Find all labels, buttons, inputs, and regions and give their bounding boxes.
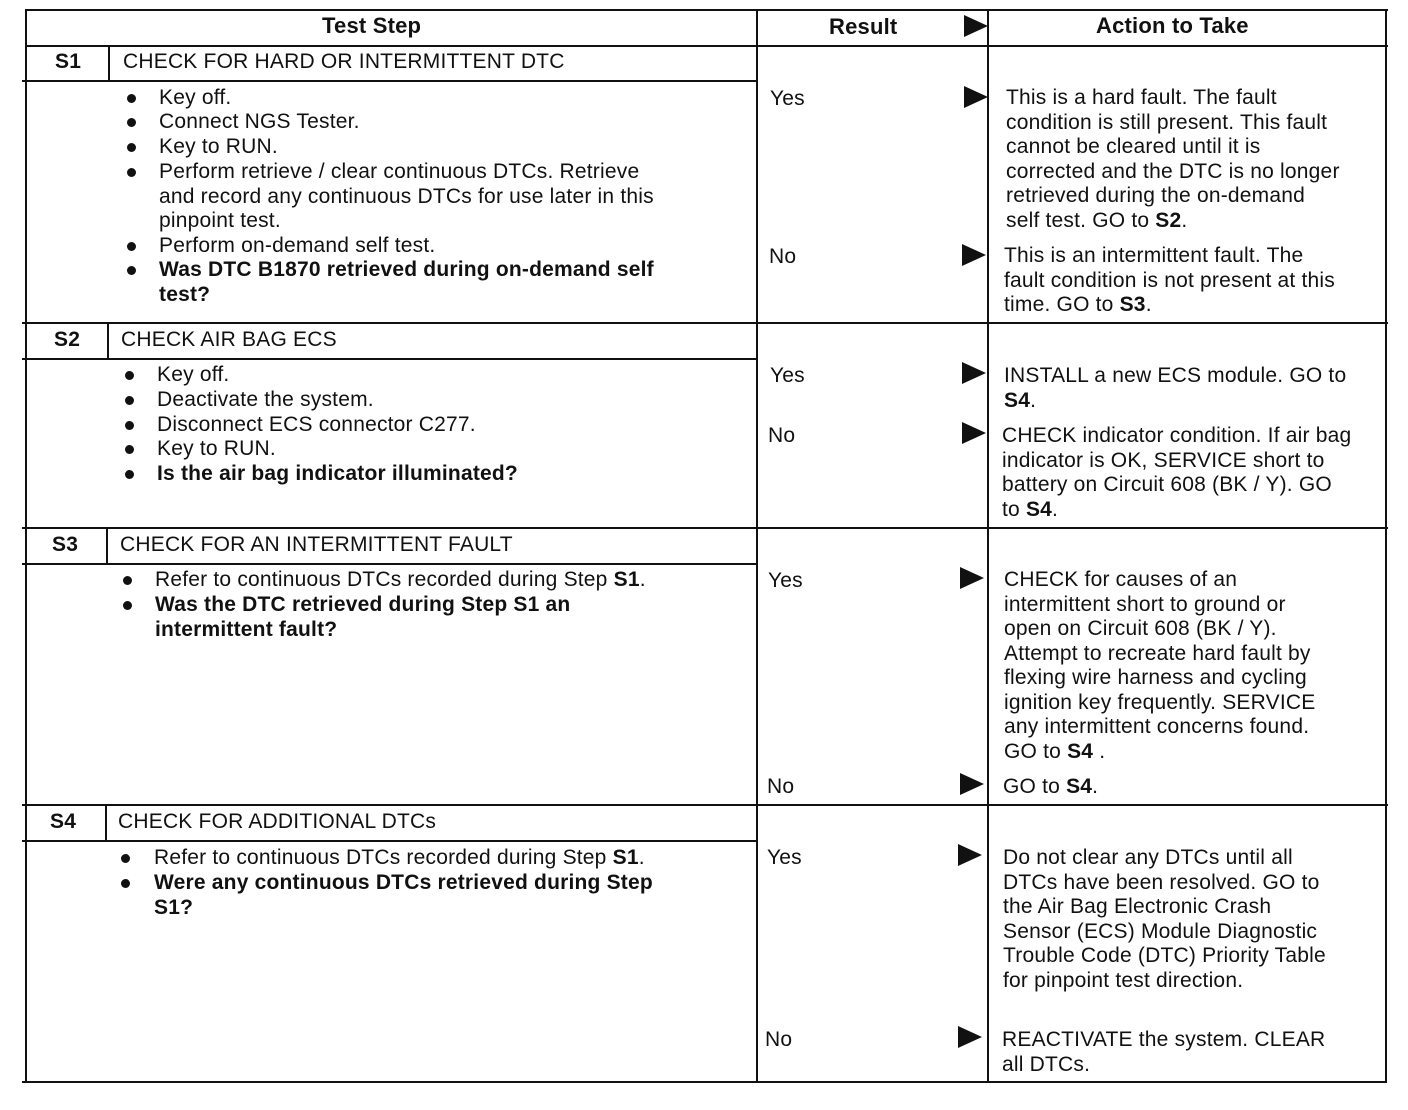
step-title-underline	[22, 80, 758, 82]
step-num-divider	[106, 529, 108, 563]
action-text: GO to S4.	[1003, 775, 1099, 798]
step-title: CHECK FOR HARD OR INTERMITTENT DTC	[123, 50, 565, 73]
result-label: No	[769, 245, 797, 268]
action-text: INSTALL a new ECS module. GO to S4.	[1004, 364, 1347, 412]
step-instruction: Was DTC B1870 retrieved during on-demand self test?	[159, 258, 654, 306]
step-number: S4	[50, 810, 77, 833]
action-text: This is an intermittent fault. The fault condition is not present at this time. GO to S3.	[1004, 244, 1335, 316]
bullet-icon	[127, 143, 136, 152]
bullet-icon	[127, 168, 136, 177]
step-instruction: Refer to continuous DTCs recorded during Step S1.	[154, 846, 645, 869]
bullet-icon	[127, 118, 136, 127]
arrow-icon	[962, 362, 986, 384]
step-instruction: Is the air bag indicator illuminated?	[157, 462, 518, 485]
step-instruction: Deactivate the system.	[157, 388, 374, 411]
arrow-icon	[962, 244, 986, 266]
result-label: Yes	[770, 364, 805, 387]
header-test-step: Test Step	[322, 13, 422, 38]
table-border-left	[25, 9, 27, 1083]
bullet-icon	[125, 470, 134, 479]
step-instruction: Was the DTC retrieved during Step S1 an intermittent fault?	[155, 593, 571, 641]
bullet-icon	[125, 396, 134, 405]
arrow-icon	[958, 1026, 982, 1048]
bullet-icon	[121, 854, 130, 863]
step-number: S1	[55, 50, 82, 73]
result-label: Yes	[770, 87, 805, 110]
arrow-icon	[960, 773, 984, 795]
header-arrow-icon	[964, 15, 988, 37]
step-num-divider	[108, 47, 110, 80]
result-label: No	[767, 775, 795, 798]
bullet-icon	[125, 371, 134, 380]
arrow-icon	[962, 422, 986, 444]
step-title-underline	[22, 840, 758, 842]
bullet-icon	[127, 266, 136, 275]
step-instruction: Refer to continuous DTCs recorded during Step S1.	[155, 568, 646, 591]
header-result: Result	[829, 14, 898, 39]
bullet-icon	[123, 601, 132, 610]
step-title-underline	[22, 358, 758, 360]
step-instruction: Key to RUN.	[159, 135, 278, 158]
step-num-divider	[107, 324, 109, 358]
step-instruction: Key to RUN.	[157, 437, 276, 460]
col-divider-result	[756, 9, 758, 1083]
bullet-icon	[127, 94, 136, 103]
row-divider	[22, 322, 1388, 324]
header-action: Action to Take	[1096, 13, 1249, 38]
bullet-icon	[123, 576, 132, 585]
row-divider	[22, 527, 1388, 529]
action-text: Do not clear any DTCs until all DTCs have been resolved. GO to the Air Bag Electronic Crash Sensor (ECS) Module Diagnostic Trouble Code (DTC) Priority Table for pinpoint test direction.	[1003, 846, 1326, 992]
result-label: No	[768, 424, 796, 447]
bullet-icon	[127, 242, 136, 251]
arrow-icon	[958, 844, 982, 866]
arrow-icon	[960, 567, 984, 589]
step-number: S2	[54, 328, 81, 351]
bullet-icon	[125, 421, 134, 430]
action-text: REACTIVATE the system. CLEAR all DTCs.	[1002, 1028, 1326, 1076]
step-instruction: Perform on-demand self test.	[159, 234, 436, 257]
result-label: Yes	[768, 569, 803, 592]
step-number: S3	[52, 533, 79, 556]
bullet-icon	[121, 879, 130, 888]
step-num-divider	[105, 806, 107, 840]
result-label: No	[765, 1028, 793, 1051]
action-text: CHECK indicator condition. If air bag indicator is OK, SERVICE short to battery on Circuit 608 (BK / Y). GO to S4.	[1002, 424, 1352, 521]
bullet-icon	[125, 445, 134, 454]
step-instruction: Key off.	[159, 86, 232, 109]
action-text: CHECK for causes of an intermittent short to ground or open on Circuit 608 (BK / Y). Attempt to recreate hard fault by flexing wire harness and cycling ignition key frequently. SERVICE any intermittent concerns found. GO to S4 .	[1004, 568, 1316, 763]
col-divider-action	[987, 9, 989, 1083]
step-instruction: Perform retrieve / clear continuous DTCs. Retrieve and record any continuous DTCs for use later in this pinpoint test.	[159, 160, 654, 232]
step-instruction: Disconnect ECS connector C277.	[157, 413, 476, 436]
step-instruction: Connect NGS Tester.	[159, 110, 360, 133]
header-divider	[26, 45, 1388, 47]
step-title-underline	[22, 563, 758, 565]
table-border-bottom	[22, 1081, 1386, 1083]
step-title: CHECK AIR BAG ECS	[121, 328, 337, 351]
result-label: Yes	[767, 846, 802, 869]
action-text: This is a hard fault. The fault condition is still present. This fault cannot be cleared until it is corrected and the DTC is no longer retrieved during the on-demand self test. GO to S2.	[1006, 86, 1340, 232]
table-border-right	[1385, 9, 1387, 1083]
row-divider	[22, 804, 1388, 806]
step-instruction: Were any continuous DTCs retrieved during Step S1?	[154, 871, 653, 919]
arrow-icon	[964, 86, 988, 108]
step-title: CHECK FOR AN INTERMITTENT FAULT	[120, 533, 513, 556]
table-border-top	[26, 9, 1388, 11]
step-title: CHECK FOR ADDITIONAL DTCs	[118, 810, 437, 833]
step-instruction: Key off.	[157, 363, 230, 386]
